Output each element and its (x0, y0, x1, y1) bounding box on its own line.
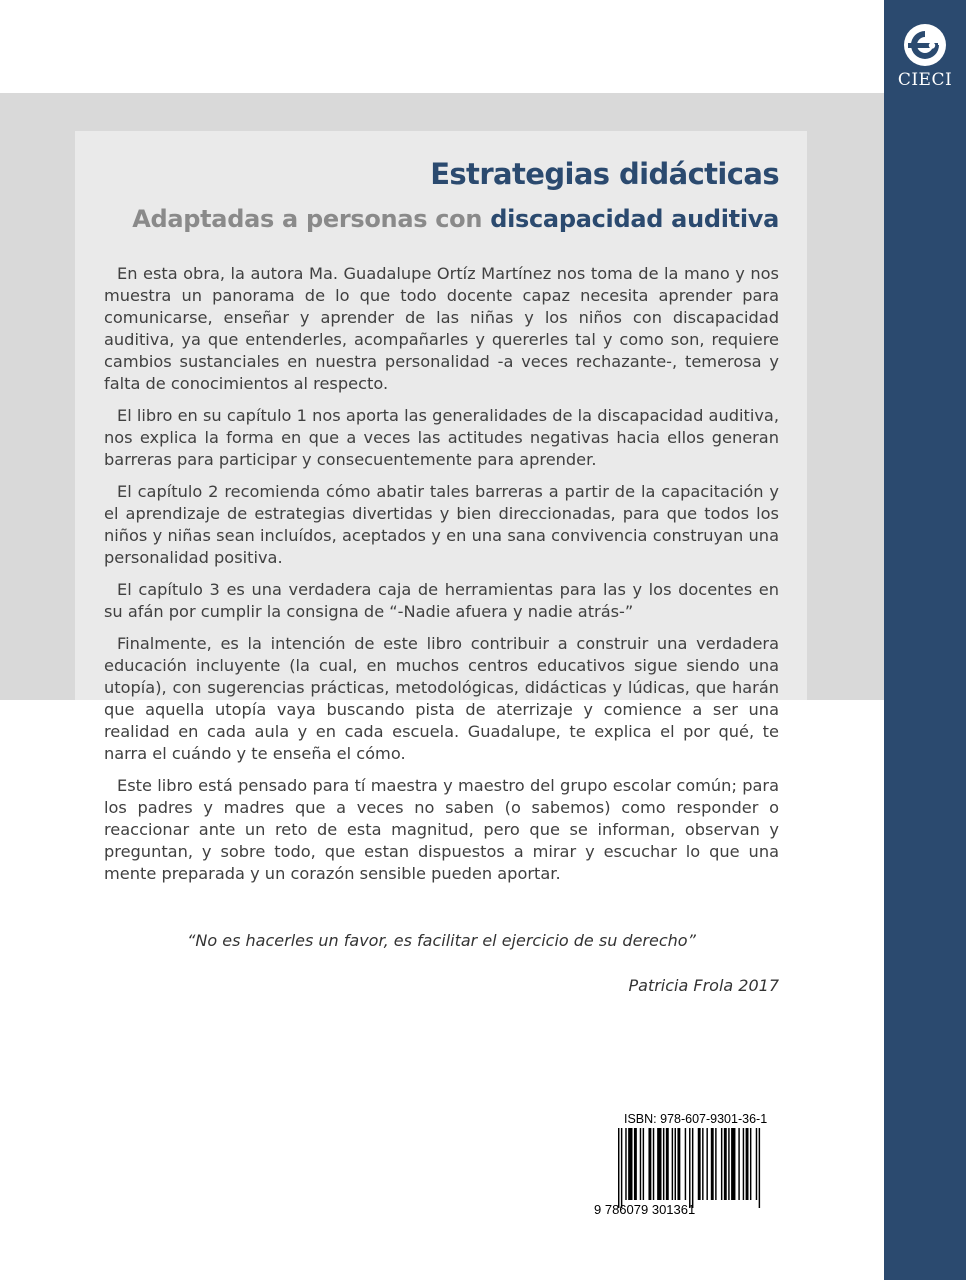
barcode-bar (685, 1128, 686, 1200)
barcode-bar (634, 1128, 637, 1200)
barcode-bar (721, 1128, 722, 1200)
barcode-bar (724, 1128, 727, 1200)
synopsis-paragraph: Finalmente, es la intención de este libro contribuir a construir una verdadera educación incluyente (la cual, en muchos centros educativos sigue siendo una utopía), con sugerencias prácticas, metodológicas, didácticas y lúdicas, que harán que aquella utopía vaya buscando pista de aterrizaje y comience a ser una realidad en cada aula y en cada escuela. Guadalupe, te explica el por qué, te narra el cuándo y te enseña el cómo. (104, 634, 779, 763)
book-subtitle (104, 205, 779, 233)
synopsis-paragraph: El capítulo 3 es una verdadera caja de herramientas para las y los docentes en su afán por cumplir la consigna de “-Nadie afuera y nadie atrás-” (104, 580, 779, 621)
barcode-bar (663, 1128, 664, 1200)
subtitle-part-1: Adaptadas a personas con (132, 205, 491, 233)
barcode-bar (675, 1128, 676, 1200)
back-cover-content (104, 150, 779, 895)
barcode-bar (738, 1128, 739, 1200)
barcode-bar (743, 1128, 744, 1200)
isbn-label: ISBN: 978-607-9301-36-1 (624, 1112, 768, 1126)
barcode-bar (625, 1128, 626, 1200)
barcode-bar (750, 1128, 751, 1200)
synopsis-paragraph: Este libro está pensado para tí maestra y maestro del grupo escolar común; para los padres y madres que a veces no saben (o sabemos) como responder o reaccionar ante un reto de esta magnitud, pero que se informan, observan y preguntan, y sobre todo, que estan dispuestos a mirar y escuchar lo que una mente preparada y un corazón sensible pueden aportar. (104, 776, 779, 883)
barcode-bars (594, 1128, 788, 1208)
barcode-bar (643, 1128, 644, 1200)
barcode-bar (706, 1128, 707, 1200)
barcode-bar (715, 1128, 716, 1200)
barcode-bar (746, 1128, 749, 1200)
barcode-bar (657, 1128, 661, 1200)
subtitle-part-2: discapacidad auditiva (490, 205, 779, 233)
cieci-logo-icon (902, 22, 948, 68)
book-title: Estrategias didácticas (430, 157, 779, 191)
barcode-bar (618, 1128, 619, 1208)
isbn-barcode (594, 1108, 788, 1218)
barcode-bar (653, 1128, 654, 1200)
barcode-digits: 9 786079 301361 (594, 1202, 696, 1217)
barcode-bar (759, 1128, 760, 1208)
barcode-bar (648, 1128, 651, 1200)
barcode-bar (702, 1128, 703, 1200)
barcode-bar (711, 1128, 714, 1200)
barcode-bar (628, 1128, 632, 1200)
barcode-bar (728, 1128, 729, 1200)
logo-text: CIECI (897, 70, 953, 90)
spine-bar (884, 0, 966, 1280)
barcode-bar (621, 1128, 622, 1208)
barcode-bar (731, 1128, 735, 1200)
synopsis (104, 263, 779, 885)
barcode-bar (689, 1128, 690, 1208)
logo (884, 22, 966, 90)
synopsis-paragraph: En esta obra, la autora Ma. Guadalupe Ortíz Martínez nos toma de la mano y nos muestra un panorama de lo que todo docente capaz necesita aprender para comunicarse, enseñar y aprender de las niñas y los niños con discapacidad auditiva, ya que entenderles, acompañarles y quererles tal y como son, requiere cambios sustanciales en nuestra personalidad -a veces rechazante-, temerosa y falta de conocimientos al respecto. (104, 264, 779, 393)
quote-author: Patricia Frola 2017 (628, 976, 779, 995)
barcode-bar (692, 1128, 693, 1208)
barcode-bar (672, 1128, 673, 1200)
barcode-bar (756, 1128, 757, 1200)
synopsis-paragraph: El libro en su capítulo 1 nos aporta las generalidades de la discapacidad auditiva, nos explica la forma en que a veces las actitudes negativas hacia ellos generan barreras para participar y consecuentemente para aprender. (104, 406, 779, 469)
barcode-bar (698, 1128, 701, 1200)
synopsis-paragraph: El capítulo 2 recomienda cómo abatir tales barreras a partir de la capacitación y el aprendizaje de estrategias divertidas y bien direccionadas, para que todos los niños y niñas sean incluídos, aceptados y en una sana convivencia construyan una personalidad positiva. (104, 482, 779, 567)
barcode-bar (640, 1128, 641, 1200)
barcode-bar (677, 1128, 680, 1200)
quote: “No es hacerles un favor, es facilitar el ejercicio de su derecho” (187, 931, 696, 950)
barcode-bar (666, 1128, 669, 1200)
